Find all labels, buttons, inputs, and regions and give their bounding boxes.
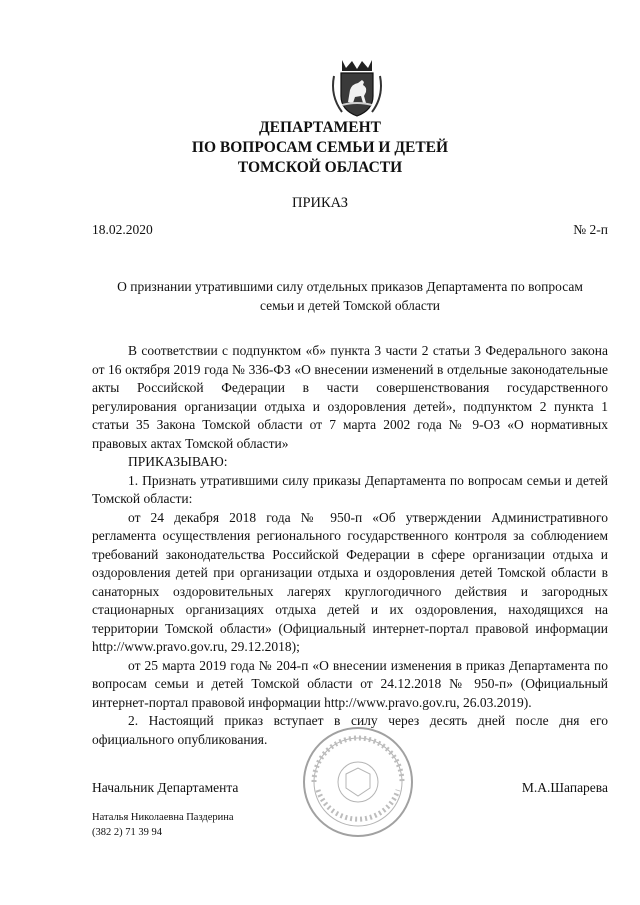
order-title: ПРИКАЗ — [291, 195, 349, 211]
order-directive: ПРИКАЗЫВАЮ: — [128, 454, 228, 469]
executor-name: Наталья Николаевна Паздерина — [92, 812, 234, 823]
subject-line-2: семьи и детей Томской области — [259, 297, 440, 313]
clause-2: 2. Настоящий приказ вступает в силу через десять дней после дня его официального опубликования. — [92, 713, 608, 747]
order-subject — [100, 278, 600, 315]
tomsk-coat-of-arms-icon — [328, 56, 386, 118]
order-number: № 2-п — [573, 222, 608, 237]
order-date: 18.02.2020 — [92, 222, 153, 237]
department-line-3: ТОМСКОЙ ОБЛАСТИ — [237, 159, 403, 176]
order-body — [92, 342, 608, 749]
clause-1-intro: 1. Признать утратившими силу приказы Департамента по вопросам семьи и детей Томской области: — [92, 472, 608, 506]
official-seal-icon — [298, 724, 418, 840]
department-title — [0, 118, 640, 178]
clause-1-item-1: от 24 декабря 2018 года № 950-п «Об утверждении Административного регламента осуществления регионального государственного контроля за соблюдением требований законодательства Российской Федерации в сфере организации отдыха и оздоровления детей при организации отдыха и оздоровления детей Томской области в санаторных оздоровительных лагерях круглогодичного действия и загородных стационарных организациях отдыха детей и их оздоровления, находящихся на территории Томской области» (Официальный интернет-портал правовой информации http://www.pravo.gov.ru, 29.12.2018); — [92, 509, 608, 654]
executor-info — [92, 810, 234, 840]
preamble-paragraph: В соответствии с подпунктом «б» пункта 3 части 2 статьи 3 Федерального закона от 16 октября 2019 года № 336-ФЗ «О внесении изменений в отдельные законодательные акты Российской Федерации в части совершенствования государственного регулирования организации отдыха и оздоровления детей», подпунктом 2 пункта 1 статьи 35 Закона Томской области от 7 марта 2002 года № 9-ОЗ «О нормативных правовых актах Томской области» — [92, 343, 608, 451]
department-line-2: ПО ВОПРОСАМ СЕМЬИ И ДЕТЕЙ — [191, 139, 449, 156]
subject-line-1: О признании утратившими силу отдельных приказов Департамента по вопросам — [117, 279, 583, 294]
signatory-title: Начальник Департамента — [92, 780, 239, 795]
signatory-name: М.А.Шапарева — [521, 780, 608, 795]
department-line-1: ДЕПАРТАМЕНТ — [258, 119, 382, 136]
clause-1-item-2: от 25 марта 2019 года № 204-п «О внесении изменения в приказ Департамента по вопросам семьи и детей Томской области от 24.12.2018 № 950-п» (Официальный интернет-портал правовой информации http://www.pravo.gov.ru, 26.03.2019). — [92, 657, 608, 710]
executor-phone: (382 2) 71 39 94 — [92, 827, 162, 838]
